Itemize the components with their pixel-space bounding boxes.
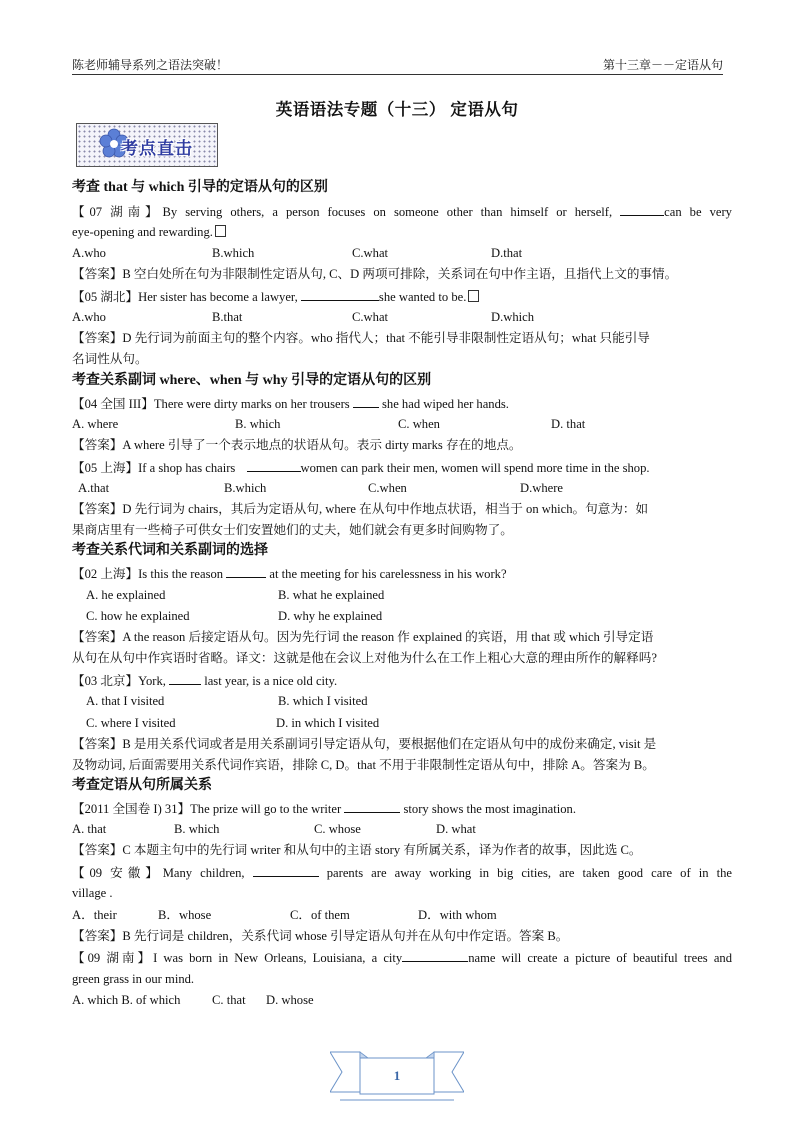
- box-glyph: [215, 225, 226, 237]
- section-heading: 考查 that 与 which 引导的定语从句的区别: [72, 180, 328, 195]
- question-stem: [72, 672, 732, 689]
- stem-text: 【07 湖南】By serving others, a person focuses on someone other than himself or herself,: [72, 205, 613, 219]
- answer-text: 【答案】D 先行词为前面主句的整个内容。who 指代人；that 不能引导非限制性定语从句；what 只能引导: [72, 331, 650, 345]
- badge-text: 考点直击: [121, 139, 193, 159]
- page-title: 英语语法专题（十三） 定语从句: [275, 100, 519, 119]
- stem-text: eye-opening and rewarding.: [72, 225, 213, 239]
- option: C.what: [352, 310, 389, 324]
- question-stem: [72, 395, 732, 412]
- section-heading: 考查关系代词和关系副词的选择: [72, 543, 268, 558]
- option: C. where I visited: [86, 716, 176, 730]
- answer-text: 【答案】B 空白处所在句为非限制性定语从句, C、D 两项可排除，关系词在句中作主语，且指代上文的事情。: [72, 267, 678, 281]
- question-stem-cont: [72, 224, 732, 240]
- answer-text: 【答案】B 先行词是 children，关系代词 whose 引导定语从句并在从句中作定语。答案 B。: [72, 929, 569, 943]
- option: D．with whom: [418, 908, 497, 922]
- question-stem: [72, 565, 732, 582]
- stem-text: 【02 上海】Is this the reason: [72, 567, 224, 581]
- answer-blank: [620, 203, 664, 216]
- question-stem: [72, 459, 732, 476]
- question-stem: [72, 864, 732, 881]
- option: A.who: [72, 310, 106, 324]
- option: B. which: [174, 822, 220, 836]
- option: B.which: [224, 481, 267, 495]
- section-badge: [76, 123, 218, 167]
- section-heading: 考查定语从句所属关系: [72, 778, 212, 793]
- stem-text: 【05 湖北】Her sister has become a lawyer,: [72, 290, 298, 304]
- stem-text: last year, is a nice old city.: [204, 674, 338, 688]
- answer-blank: [353, 395, 379, 408]
- option: C.what: [352, 246, 389, 260]
- stem-text: story shows the most imagination.: [403, 802, 576, 816]
- option: D.that: [491, 246, 523, 260]
- page-number-ribbon: [330, 1048, 464, 1110]
- stem-text: 【09 湖南】I was born in New Orleans, Louisiana, a city: [72, 951, 403, 965]
- box-glyph: [468, 290, 479, 302]
- question-stem: [72, 203, 732, 220]
- stem-text: 【03 北京】York,: [72, 674, 166, 688]
- option: A．their: [72, 908, 117, 922]
- answer-text: 【答案】D 先行词为 chairs，其后为定语从句, where 在从句中作地点状语，相当于 on which。句意为：如: [72, 502, 649, 516]
- question-stem: [72, 800, 732, 817]
- option: C．of them: [290, 908, 350, 922]
- page-header: [72, 56, 723, 75]
- stem-text: 【09 安徽】Many children,: [72, 866, 245, 880]
- option: C. whose: [314, 822, 361, 836]
- answer-text: 名词性从句。: [72, 352, 148, 366]
- question-stem-cont: green grass in our mind.: [72, 972, 195, 986]
- answer-text: 从句在从句中作宾语时省略。译文：这就是他在会议上对他为什么在工作上粗心大意的理由所作的解释吗?: [72, 651, 657, 665]
- stem-text: can be very: [664, 205, 732, 219]
- question-stem: [72, 949, 732, 966]
- option: D. what: [436, 822, 476, 836]
- option: A.that: [78, 481, 110, 495]
- answer-blank: [226, 565, 266, 578]
- answer-blank: [344, 800, 400, 813]
- stem-text: parents are away working in big cities, are taken good care of in the: [326, 866, 732, 880]
- stem-text: 【2011 全国卷 I) 31】The prize will go to the writer: [72, 802, 342, 816]
- stem-text: she had wiped her hands.: [382, 397, 509, 411]
- question-stem: [72, 288, 732, 305]
- answer-blank: [253, 864, 319, 877]
- question-stem-cont: village .: [72, 886, 113, 900]
- option: D. why he explained: [278, 609, 383, 623]
- stem-text: 【04 全国 III】There were dirty marks on her trousers: [72, 397, 350, 411]
- option: D. that: [551, 417, 586, 431]
- option: A. which B. of which: [72, 993, 181, 1007]
- page-number: 1: [393, 1068, 401, 1083]
- stem-text: 【05 上海】If a shop has chairs: [72, 461, 236, 475]
- stem-text: name will create a picture of beautiful trees and: [468, 951, 733, 965]
- option: B. what he explained: [278, 588, 385, 602]
- option: D.which: [491, 310, 535, 324]
- header-left: 陈老师辅导系列之语法突破！: [72, 58, 229, 72]
- answer-text: 【答案】C 本题主句中的先行词 writer 和从句中的主语 story 有所属关系，译为作者的故事，因此选 C。: [72, 843, 642, 857]
- answer-blank: [301, 288, 379, 301]
- answer-text: 果商店里有一些椅子可供女士们安置她们的丈夫，她们就会有更多时间购物了。: [72, 523, 513, 537]
- answer-blank: [247, 459, 301, 472]
- answer-blank: [402, 949, 468, 962]
- option: A.who: [72, 246, 106, 260]
- answer-text: 及物动词, 后面需要用关系代词作宾语，排除 C, D。that 不用于非限制性定语从句中，排除 A。答案为 B。: [72, 758, 655, 772]
- stem-text: she wanted to be.: [378, 290, 467, 304]
- option: A. that I visited: [86, 694, 165, 708]
- header-right: 第十三章－－定语从句: [602, 58, 723, 72]
- option: C.when: [368, 481, 407, 495]
- answer-blank: [169, 672, 201, 685]
- option: B．whose: [158, 908, 212, 922]
- answer-text: 【答案】B 是用关系代词或者是用关系副词引导定语从句，要根据他们在定语从句中的成份来确定, visit 是: [72, 737, 657, 751]
- section-heading: 考查关系副词 where、when 与 why 引导的定语从句的区别: [72, 373, 432, 388]
- option: A. where: [72, 417, 119, 431]
- option: B. which: [235, 417, 281, 431]
- answer-text: 【答案】A where 引导了一个表示地点的状语从句。表示 dirty marks 存在的地点。: [72, 438, 522, 452]
- option: C. how he explained: [86, 609, 190, 623]
- option: A. he explained: [86, 588, 166, 602]
- stem-text: women can park their men, women will spend more time in the shop.: [300, 461, 650, 475]
- option: B.that: [212, 310, 243, 324]
- option: D. whose: [266, 993, 314, 1007]
- option: D.where: [520, 481, 564, 495]
- option: A. that: [72, 822, 107, 836]
- option: C. that: [212, 993, 246, 1007]
- option: D. in which I visited: [276, 716, 380, 730]
- option: B.which: [212, 246, 255, 260]
- stem-text: at the meeting for his carelessness in his work?: [269, 567, 507, 581]
- option: B. which I visited: [278, 694, 368, 708]
- option: C. when: [398, 417, 440, 431]
- answer-text: 【答案】A the reason 后接定语从句。因为先行词 the reason 作 explained 的宾语，用 that 或 which 引导定语: [72, 630, 654, 644]
